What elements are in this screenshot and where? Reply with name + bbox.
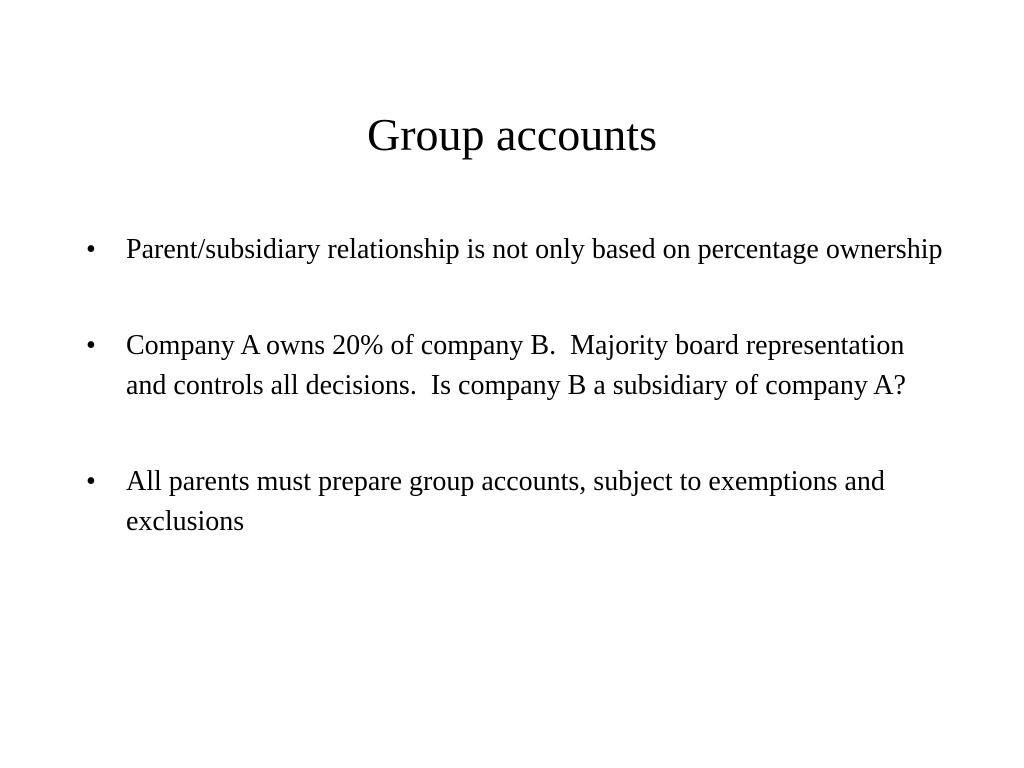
bullet-text: All parents must prepare group accounts, subject to exemptions and exclusions: [126, 466, 885, 537]
bullet-item: [86, 326, 946, 406]
bullet-item: [86, 230, 946, 270]
bullet-icon: •: [86, 466, 96, 497]
bullet-icon: •: [86, 234, 96, 265]
slide-title: Group accounts: [367, 109, 657, 160]
bullet-list: [86, 230, 946, 542]
bullet-text: Company A owns 20% of company B. Majority board representation and controls all decisions. Is company B a subsidiary of company A?: [126, 330, 912, 401]
bullet-item: [86, 462, 946, 542]
bullet-text: Parent/subsidiary relationship is not only based on percentage ownership: [126, 234, 943, 265]
bullet-icon: •: [86, 330, 96, 361]
